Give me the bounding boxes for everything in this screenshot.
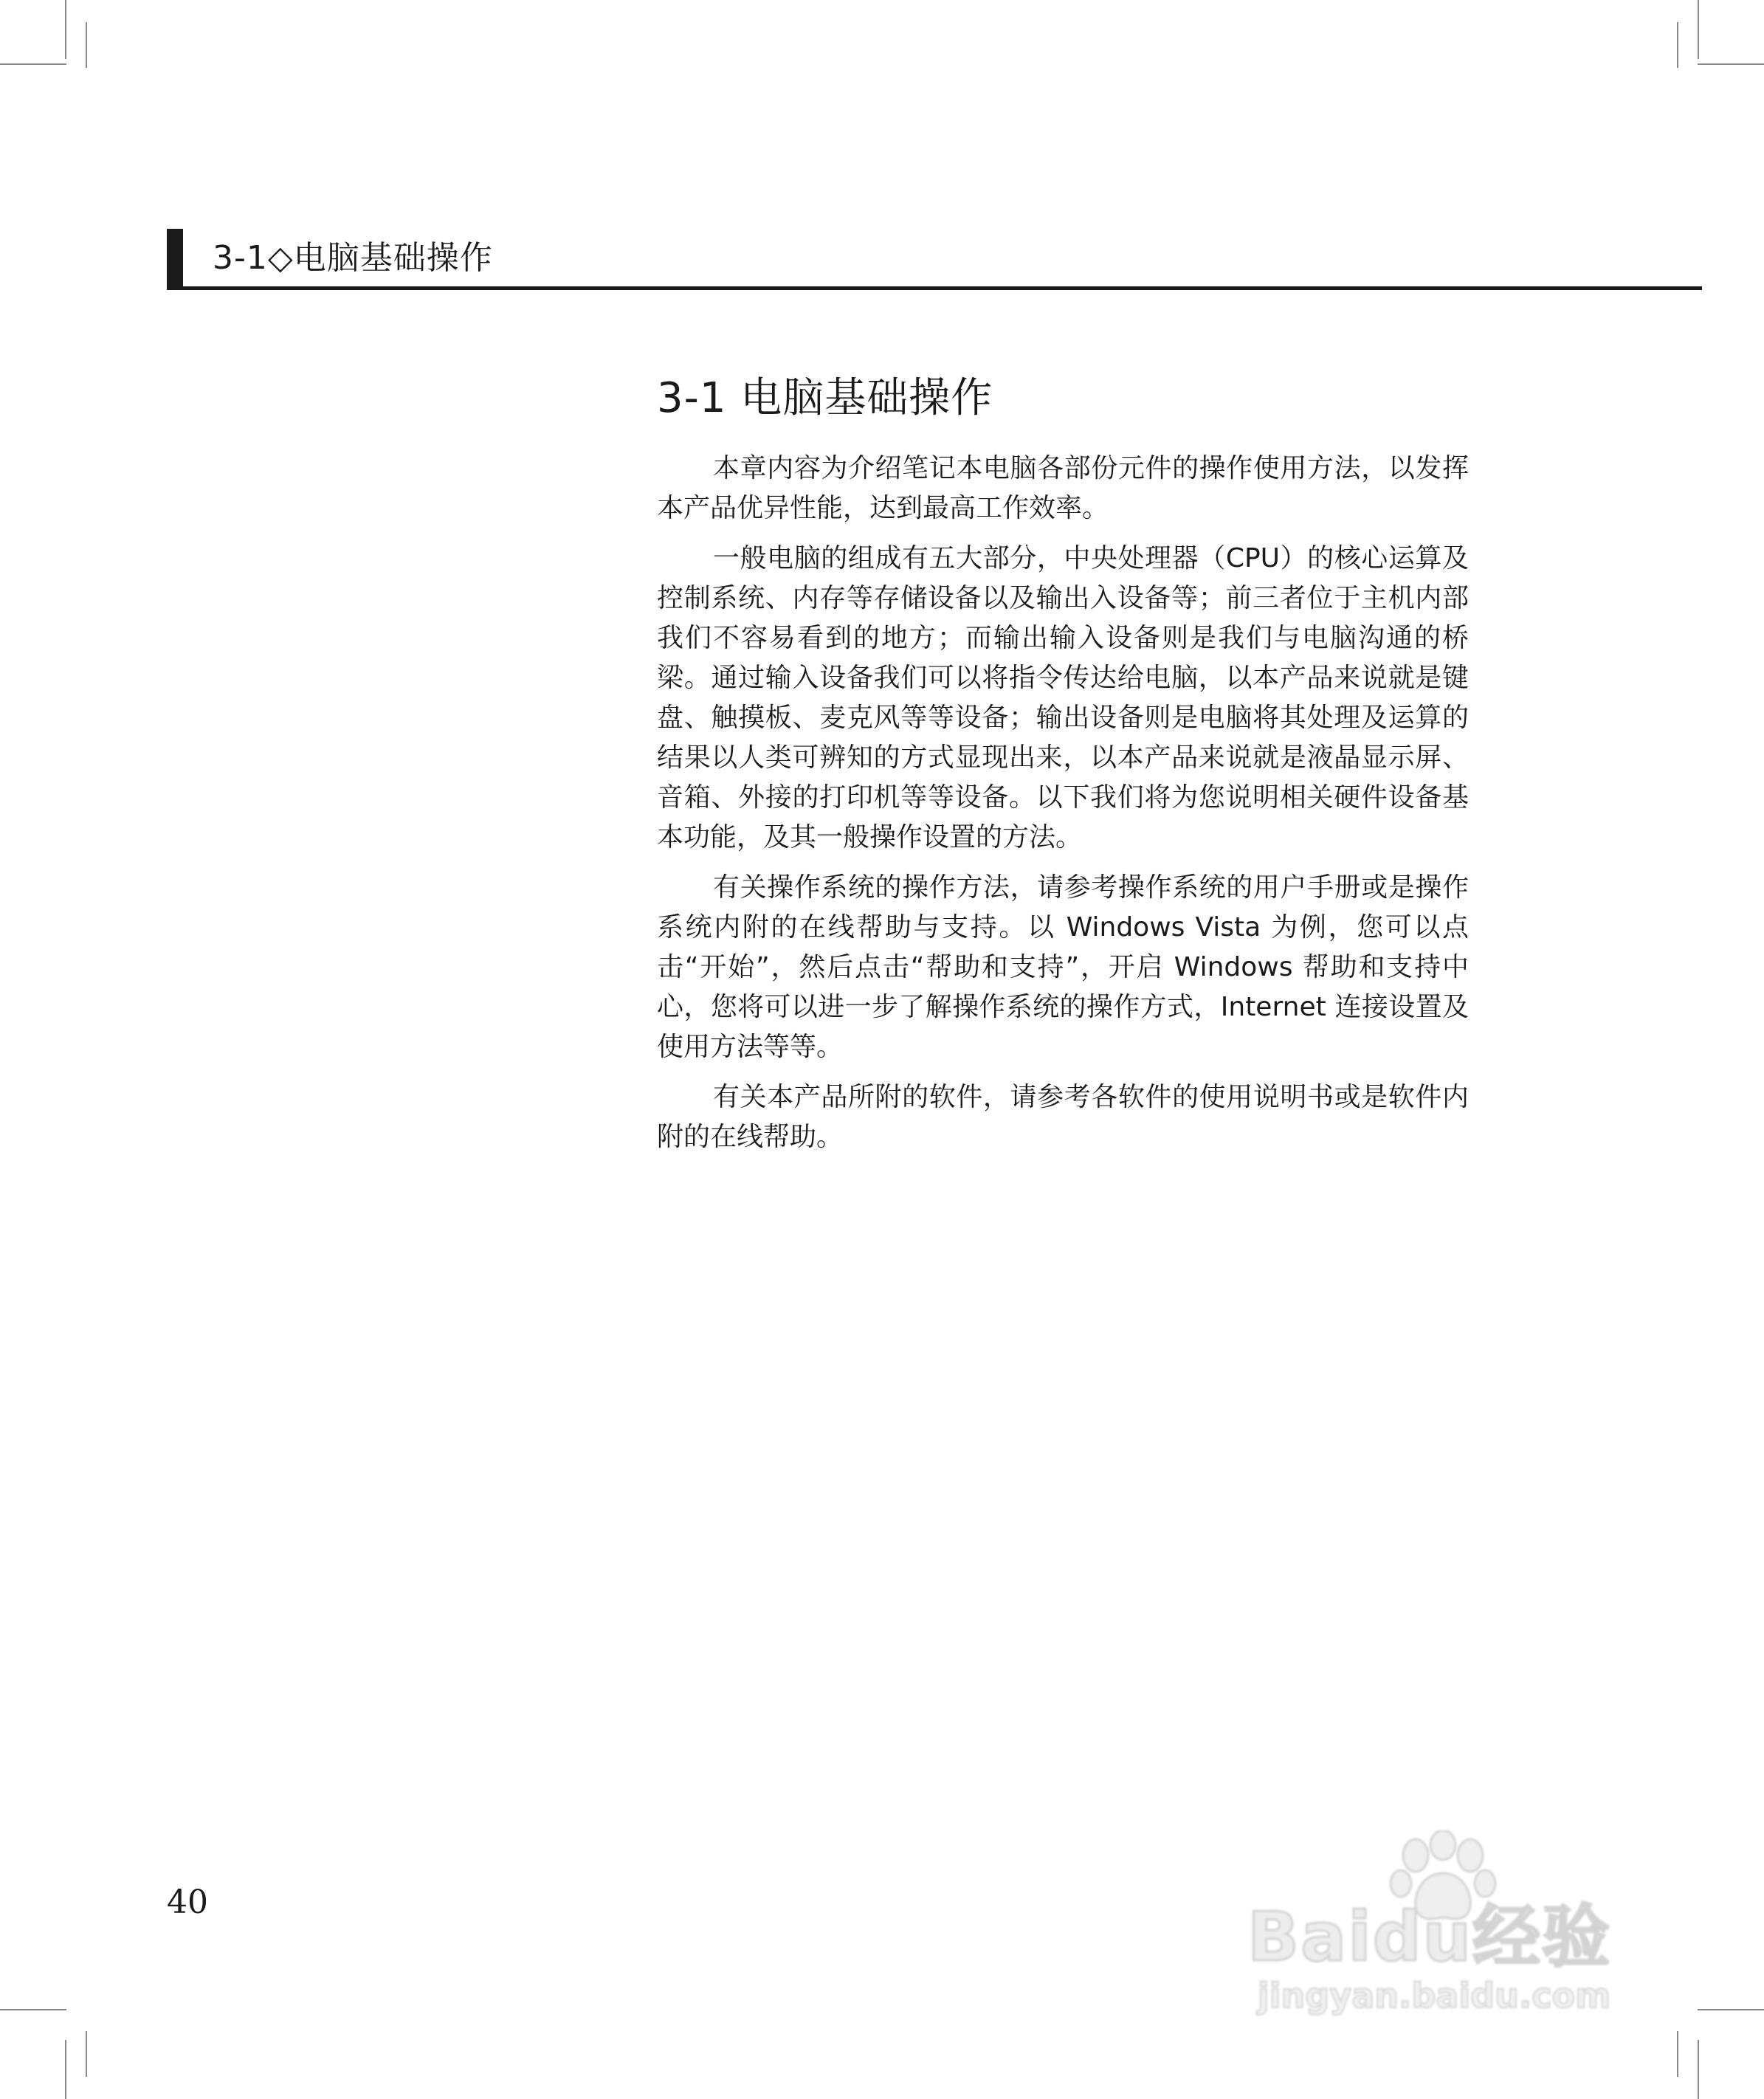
baidu-jingyan-watermark bbox=[1247, 1830, 1661, 2016]
crop-mark bbox=[1698, 63, 1764, 65]
crop-mark bbox=[0, 63, 66, 65]
paragraph-components: 一般电脑的组成有五大部分，中央处理器（CPU）的核心运算及控制系统、内存等存储设备以及输出入设备等；前三者位于主机内部我们不容易看到的地方；而输出输入设备则是我们与电脑沟通的桥梁。通过输入设备我们可以将指令传达给电脑，以本产品来说就是键盘、触摸板、麦克风等等设备；输出设备则是电脑将其处理及运算的结果以人类可辨知的方式显现出来，以本产品来说就是液晶显示屏、音箱、外接的打印机等等设备。以下我们将为您说明相关硬件设备基本功能，及其一般操作设置的方法。 bbox=[657, 543, 1469, 852]
crop-mark bbox=[1698, 2009, 1764, 2010]
section-title: 3-1 电脑基础操作 bbox=[657, 374, 993, 422]
running-header bbox=[167, 229, 1702, 291]
crop-mark bbox=[1677, 2031, 1678, 2077]
page-number: 40 bbox=[167, 1883, 208, 1921]
crop-mark bbox=[0, 2009, 66, 2010]
watermark-logo-text: Baidu经验 bbox=[1247, 1898, 1612, 1976]
watermark-url: jingyan.baidu.com bbox=[1258, 1976, 1611, 2016]
crop-mark bbox=[1677, 22, 1678, 68]
paragraph-intro: 本章内容为介绍笔记本电脑各部份元件的操作使用方法，以发挥本产品优异性能，达到最高工作效率。 bbox=[657, 453, 1469, 523]
crop-mark bbox=[65, 0, 66, 59]
crop-mark bbox=[86, 2031, 87, 2077]
header-marker-bar bbox=[167, 229, 183, 288]
running-header-title: 3-1◇电脑基础操作 bbox=[213, 239, 493, 277]
paragraph-os-help: 有关操作系统的操作方法，请参考操作系统的用户手册或是操作系统内附的在线帮助与支持。以 Windows Vista 为例，您可以点击“开始”，然后点击“帮助和支持”，开启 Windows 帮助和支持中心，您将可以进一步了解操作系统的操作方式，Internet 连接设置及使用方法等等。 bbox=[657, 872, 1469, 1062]
crop-mark bbox=[65, 2040, 66, 2099]
article-body bbox=[657, 369, 1469, 1168]
header-rule bbox=[167, 286, 1702, 290]
crop-mark bbox=[86, 22, 87, 68]
paragraph-software: 有关本产品所附的软件，请参考各软件的使用说明书或是软件内附的在线帮助。 bbox=[657, 1082, 1469, 1152]
crop-mark bbox=[1698, 0, 1699, 59]
crop-mark bbox=[1698, 2040, 1699, 2099]
